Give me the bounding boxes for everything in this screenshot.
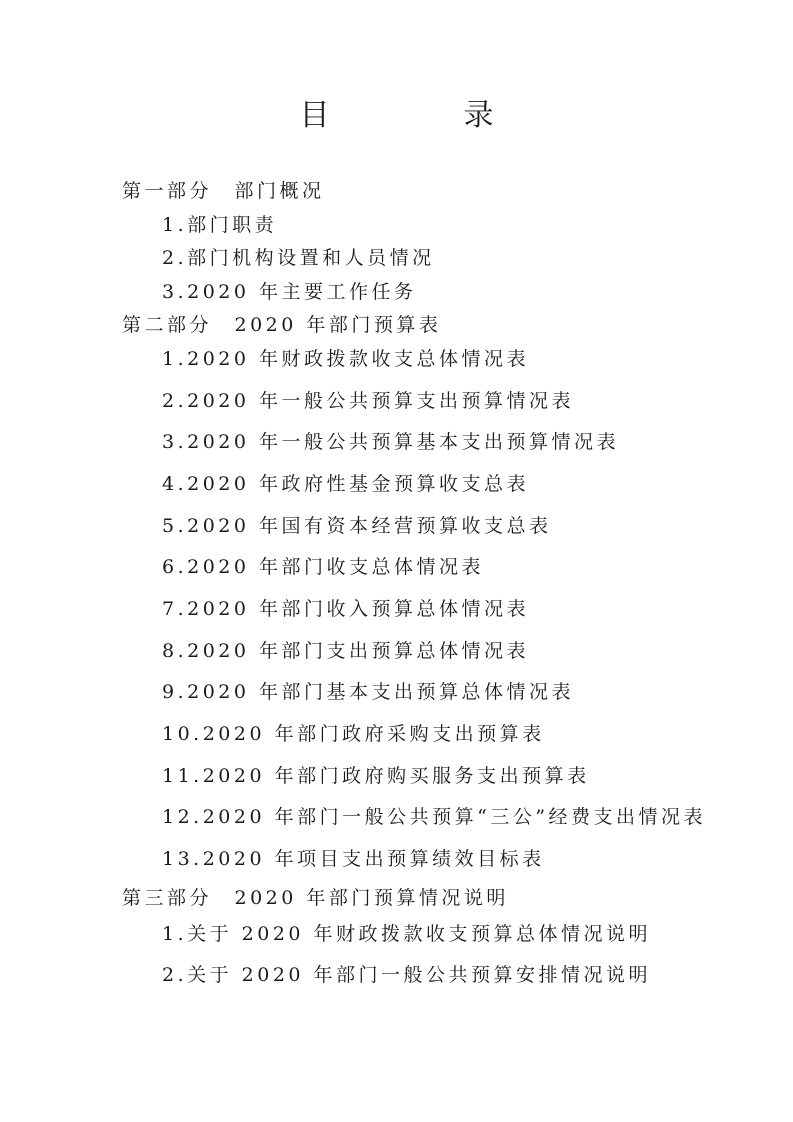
toc-item-2-5: 5.2020 年国有资本经营预算收支总表 — [162, 515, 552, 537]
toc-item-2-10: 10.2020 年部门政府采购支出预算表 — [162, 723, 545, 745]
toc-item-2-11: 11.2020 年部门政府购买服务支出预算表 — [162, 765, 590, 787]
toc-item-1-1: 1.部门职责 — [162, 214, 278, 236]
toc-item-2-1: 1.2020 年财政拨款收支总体情况表 — [162, 348, 530, 370]
toc-item-2-12: 12.2020 年部门一般公共预算“三公”经费支出情况表 — [162, 806, 707, 828]
toc-item-1-3: 3.2020 年主要工作任务 — [162, 281, 417, 303]
toc-item-2-9: 9.2020 年部门基本支出预算总体情况表 — [162, 681, 575, 703]
toc-item-2-4: 4.2020 年政府性基金预算收支总表 — [162, 473, 530, 495]
toc-item-3-1: 1.关于 2020 年财政拨款收支预算总体情况说明 — [162, 923, 652, 945]
toc-item-2-6: 6.2020 年部门收支总体情况表 — [162, 556, 485, 578]
toc-item-2-13: 13.2020 年项目支出预算绩效目标表 — [162, 848, 545, 870]
toc-item-2-8: 8.2020 年部门支出预算总体情况表 — [162, 640, 530, 662]
toc-item-2-7: 7.2020 年部门收入预算总体情况表 — [162, 598, 530, 620]
toc-part-2: 第二部分 2020 年部门预算表 — [122, 314, 442, 336]
toc-item-2-3: 3.2020 年一般公共预算基本支出预算情况表 — [162, 431, 620, 453]
toc-part-1: 第一部分 部门概况 — [122, 180, 325, 202]
toc-title: 目 录 — [299, 98, 546, 133]
toc-item-3-2: 2.关于 2020 年部门一般公共预算安排情况说明 — [162, 964, 652, 986]
toc-item-1-2: 2.部门机构设置和人员情况 — [162, 247, 435, 269]
toc-part-3: 第三部分 2020 年部门预算情况说明 — [122, 887, 509, 909]
toc-item-2-2: 2.2020 年一般公共预算支出预算情况表 — [162, 390, 575, 412]
